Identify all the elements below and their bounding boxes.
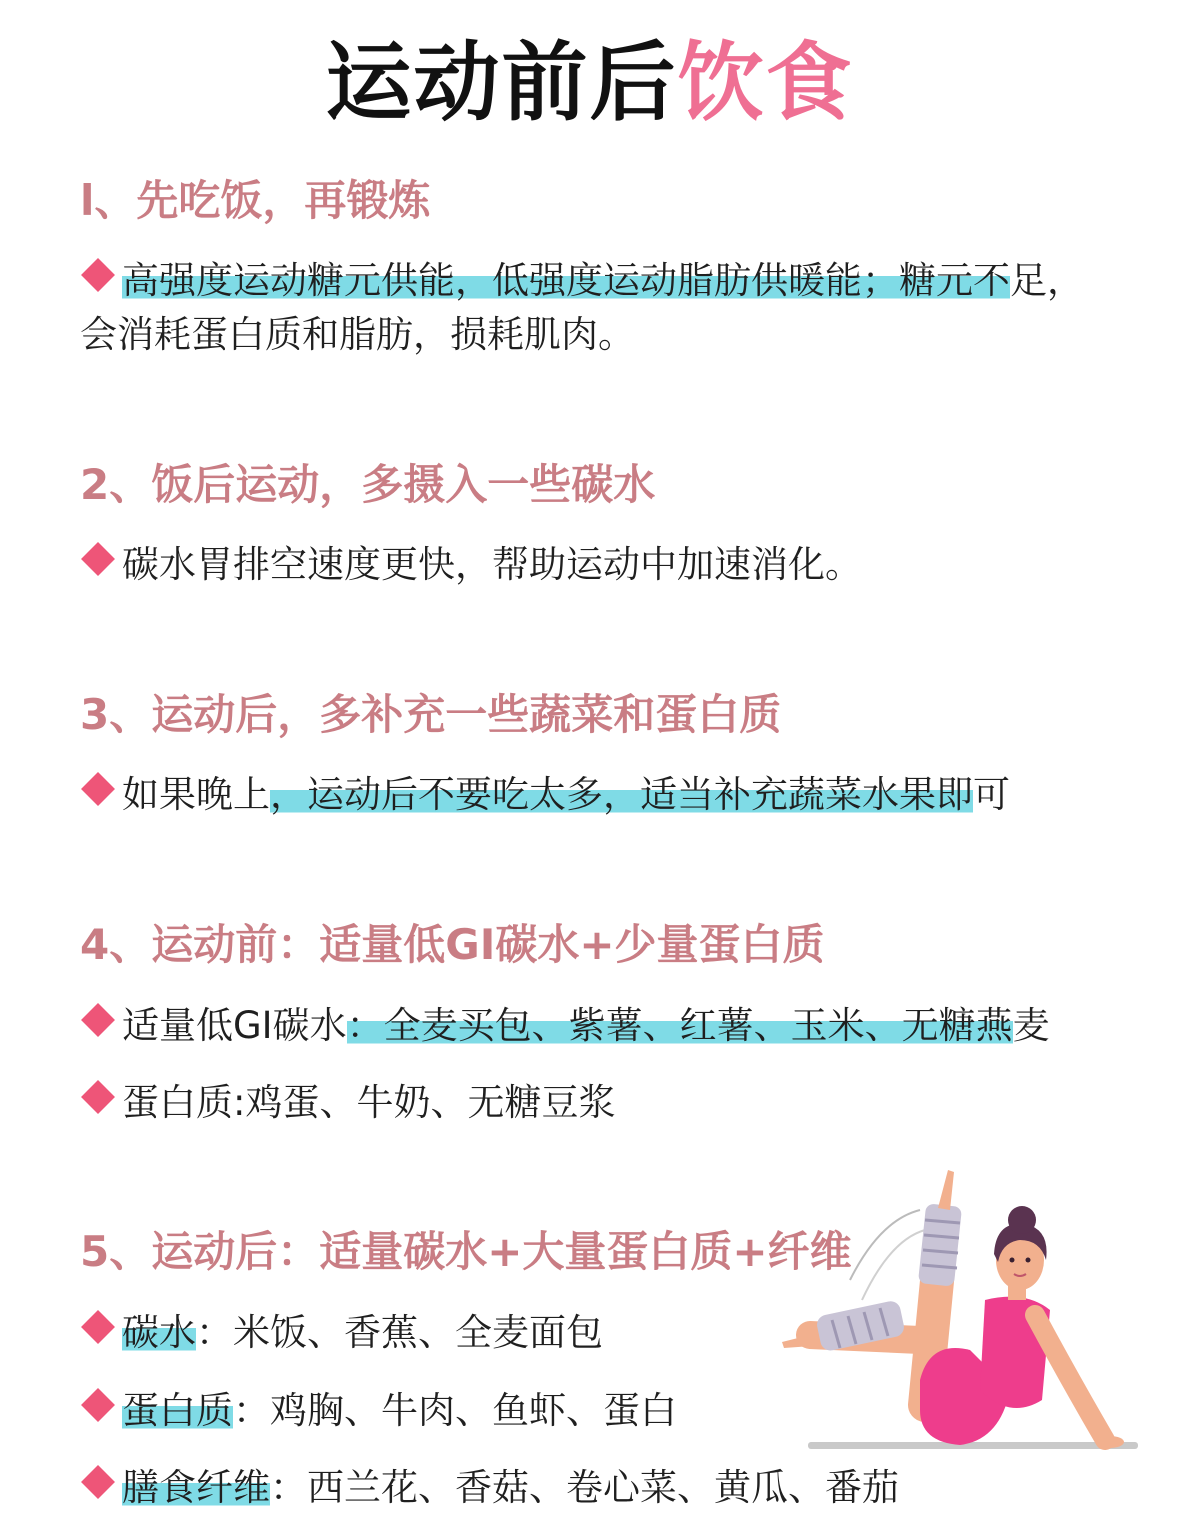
section3-heading: 3、运动后，多补充一些蔬菜和蛋白质 <box>80 690 782 739</box>
diamond-bullet-icon <box>81 1080 115 1114</box>
highlight-text: 蛋白质 <box>122 1389 233 1432</box>
diamond-bullet-icon <box>81 1465 115 1499</box>
section2-heading: 2、饭后运动，多摄入一些碳水 <box>80 460 656 509</box>
title-part1: 运动前后 <box>325 33 678 133</box>
text: ：米饭、香蕉、全麦面包 <box>196 1311 603 1354</box>
highlight-text: ，运动后不要吃太多，适当补充蔬菜水果即 <box>270 773 973 816</box>
woman-exercising-icon <box>770 1150 1150 1460</box>
section1-heading: l、先吃饭，再锻炼 <box>80 176 431 225</box>
section2-line1 <box>80 542 862 588</box>
diamond-bullet-icon <box>81 1003 115 1037</box>
title-part2: 饮食 <box>677 33 854 133</box>
diamond-bullet-icon <box>81 1388 115 1422</box>
text: 麦 <box>1012 1004 1050 1047</box>
section4-heading: 4、运动前：适量低GI碳水+少量蛋白质 <box>80 920 825 969</box>
text: 碳水胃排空速度更快，帮助运动中加速消化。 <box>122 543 862 586</box>
text: 适量低GI碳水 <box>122 1004 347 1047</box>
highlight-text: 高强度运动糖元供能，低强度运动脂肪供暖能；糖元不 <box>122 259 1010 302</box>
section5-line2 <box>80 1388 677 1434</box>
section5-line3 <box>80 1465 899 1511</box>
section1-line1 <box>80 258 1084 304</box>
text: 足， <box>1010 259 1084 302</box>
highlight-text: ：全麦买包、紫薯、红薯、玉米、无糖燕 <box>346 1004 1013 1047</box>
section4-line2 <box>80 1080 615 1126</box>
section5-heading: 5、运动后：适量碳水+大量蛋白质+纤维 <box>80 1227 852 1276</box>
page-title <box>0 28 1179 138</box>
text: ：鸡胸、牛肉、鱼虾、蛋白 <box>233 1389 677 1432</box>
diamond-bullet-icon <box>81 258 115 292</box>
text: ：西兰花、香菇、卷心菜、黄瓜、番茄 <box>270 1466 899 1509</box>
highlight-text: 膳食纤维 <box>122 1466 270 1509</box>
text: 可 <box>973 773 1010 816</box>
text: 如果晚上 <box>122 773 270 816</box>
section3-line1 <box>80 772 1010 818</box>
text: 蛋白质:鸡蛋、牛奶、无糖豆浆 <box>122 1081 616 1124</box>
section1-line2: 会消耗蛋白质和脂肪，损耗肌肉。 <box>80 313 635 356</box>
diamond-bullet-icon <box>81 542 115 576</box>
diamond-bullet-icon <box>81 1310 115 1344</box>
section4-line1 <box>80 1003 1050 1049</box>
section5-line1 <box>80 1310 603 1356</box>
diamond-bullet-icon <box>81 772 115 806</box>
highlight-text: 碳水 <box>122 1311 196 1354</box>
